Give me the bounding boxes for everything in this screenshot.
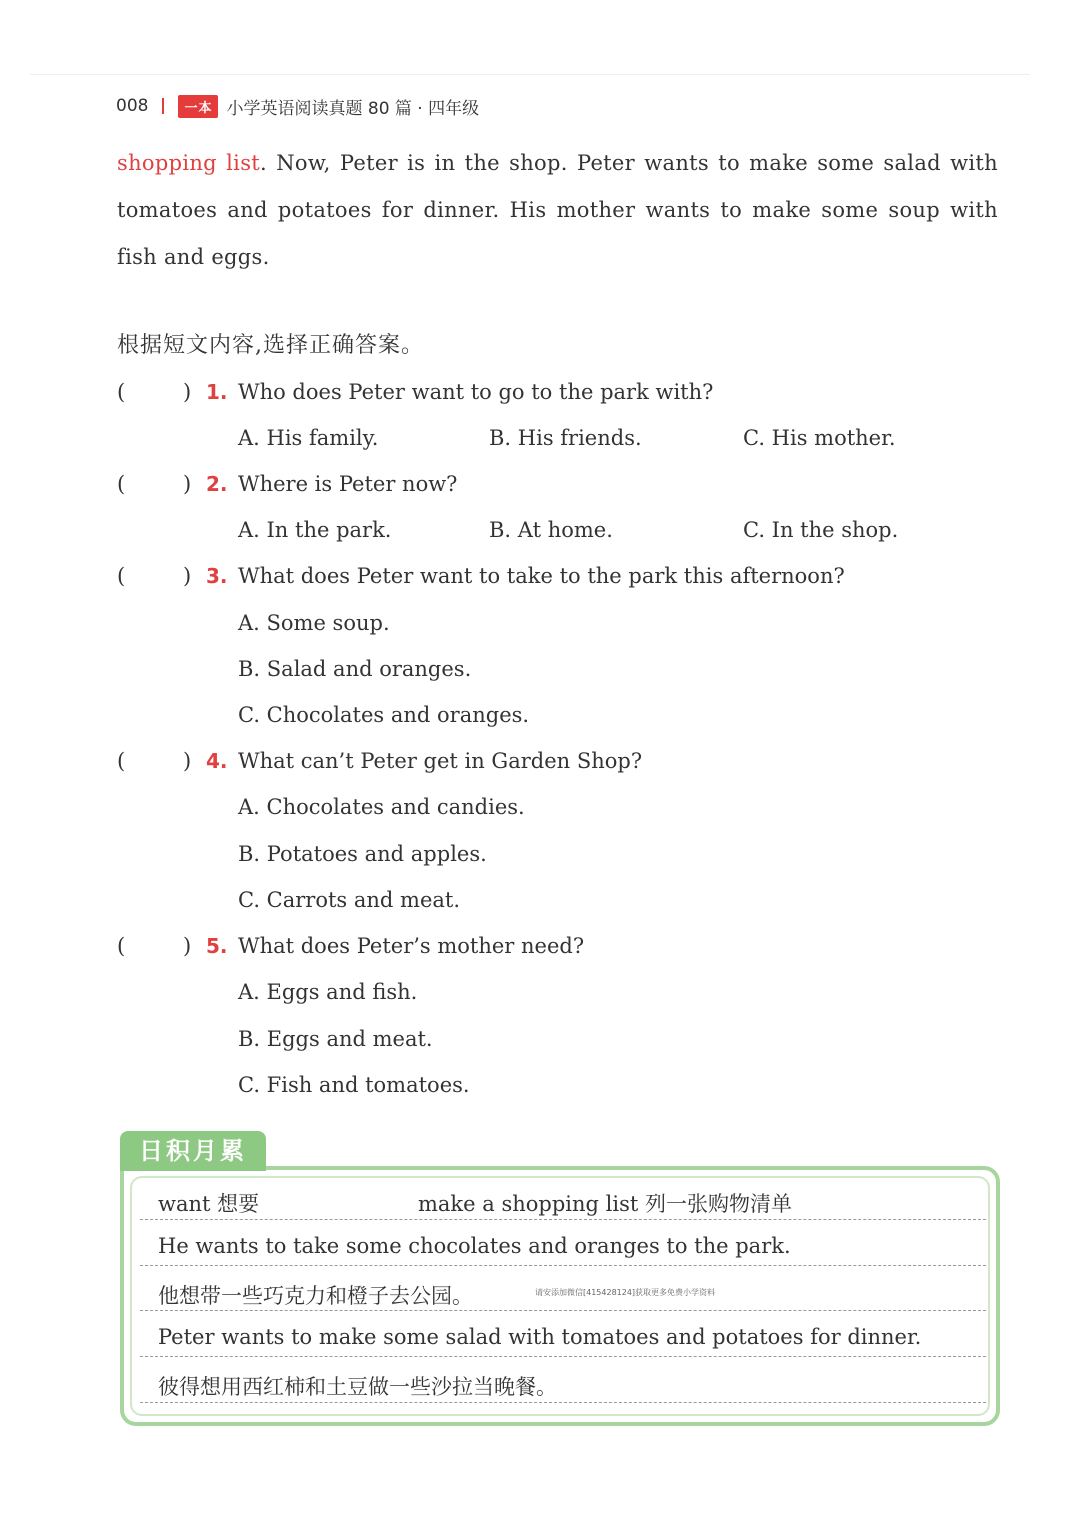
option-3c: C. Chocolates and oranges.	[238, 703, 530, 727]
question-stem: Where is Peter now?	[238, 472, 458, 496]
question-number: 5.	[206, 934, 228, 958]
vocab-item: make a shopping list 列一张购物清单	[418, 1192, 792, 1216]
vocab-title: 日积月累	[120, 1131, 266, 1171]
question-number: 4.	[206, 749, 228, 773]
brand-logo: 一本	[178, 95, 218, 118]
vocab-item: 彼得想用西红柿和土豆做一些沙拉当晚餐。	[158, 1375, 557, 1399]
option-4c: C. Carrots and meat.	[238, 888, 461, 912]
book-title: 小学英语阅读真题 80 篇 · 四年级	[226, 98, 480, 119]
question-number: 1.	[206, 380, 228, 404]
option-1b: B. His friends.	[489, 426, 642, 450]
vocab-item: Peter wants to make some salad with tomatoes and potatoes for dinner.	[158, 1325, 922, 1349]
answer-paren-left: (	[117, 380, 126, 404]
option-3a: A. Some soup.	[238, 611, 390, 635]
option-5a: A. Eggs and fish.	[238, 980, 418, 1004]
top-rule	[30, 74, 1030, 75]
option-5b: B. Eggs and meat.	[238, 1027, 433, 1051]
answer-paren-left: (	[117, 564, 126, 588]
answer-paren-left: (	[117, 934, 126, 958]
answer-paren-right: )	[183, 934, 192, 958]
question-stem: What can’t Peter get in Garden Shop?	[238, 749, 643, 773]
dashed-line	[140, 1219, 986, 1220]
question-stem: Who does Peter want to go to the park with?	[238, 380, 714, 404]
reading-passage	[117, 140, 998, 281]
header-divider	[162, 98, 164, 114]
question-stem: What does Peter want to take to the park this afternoon?	[238, 564, 845, 588]
option-3b: B. Salad and oranges.	[238, 657, 472, 681]
question-number: 2.	[206, 472, 228, 496]
answer-paren-right: )	[183, 472, 192, 496]
vocab-item: want 想要	[158, 1192, 260, 1216]
dashed-line	[140, 1310, 986, 1311]
question-stem: What does Peter’s mother need?	[238, 934, 585, 958]
option-2c: C. In the shop.	[743, 518, 899, 542]
dashed-line	[140, 1356, 986, 1357]
page-number: 008	[116, 96, 149, 116]
passage-highlight: shopping list	[117, 151, 261, 175]
question-number: 3.	[206, 564, 228, 588]
dashed-line	[140, 1265, 986, 1266]
watermark: 请安添加微信[415428124]获取更多免费小学资料	[535, 1288, 716, 1297]
option-4b: B. Potatoes and apples.	[238, 842, 487, 866]
passage-text: . Now, Peter is in the shop. Peter wants to make some salad with tomatoes and potatoes for dinner. His mother wants to make some soup with fish and eggs.	[117, 151, 998, 269]
answer-paren-right: )	[183, 564, 192, 588]
answer-paren-right: )	[183, 380, 192, 404]
option-4a: A. Chocolates and candies.	[238, 795, 525, 819]
answer-paren-left: (	[117, 472, 126, 496]
dashed-line	[140, 1402, 986, 1403]
option-2a: A. In the park.	[238, 518, 392, 542]
answer-paren-right: )	[183, 749, 192, 773]
option-1a: A. His family.	[238, 426, 379, 450]
option-5c: C. Fish and tomatoes.	[238, 1073, 470, 1097]
vocab-item: 他想带一些巧克力和橙子去公园。	[158, 1284, 473, 1308]
vocab-item: He wants to take some chocolates and oranges to the park.	[158, 1234, 791, 1258]
option-1c: C. His mother.	[743, 426, 896, 450]
page-header	[116, 91, 479, 121]
answer-paren-left: (	[117, 749, 126, 773]
instructions: 根据短文内容,选择正确答案。	[117, 333, 424, 358]
option-2b: B. At home.	[489, 518, 613, 542]
